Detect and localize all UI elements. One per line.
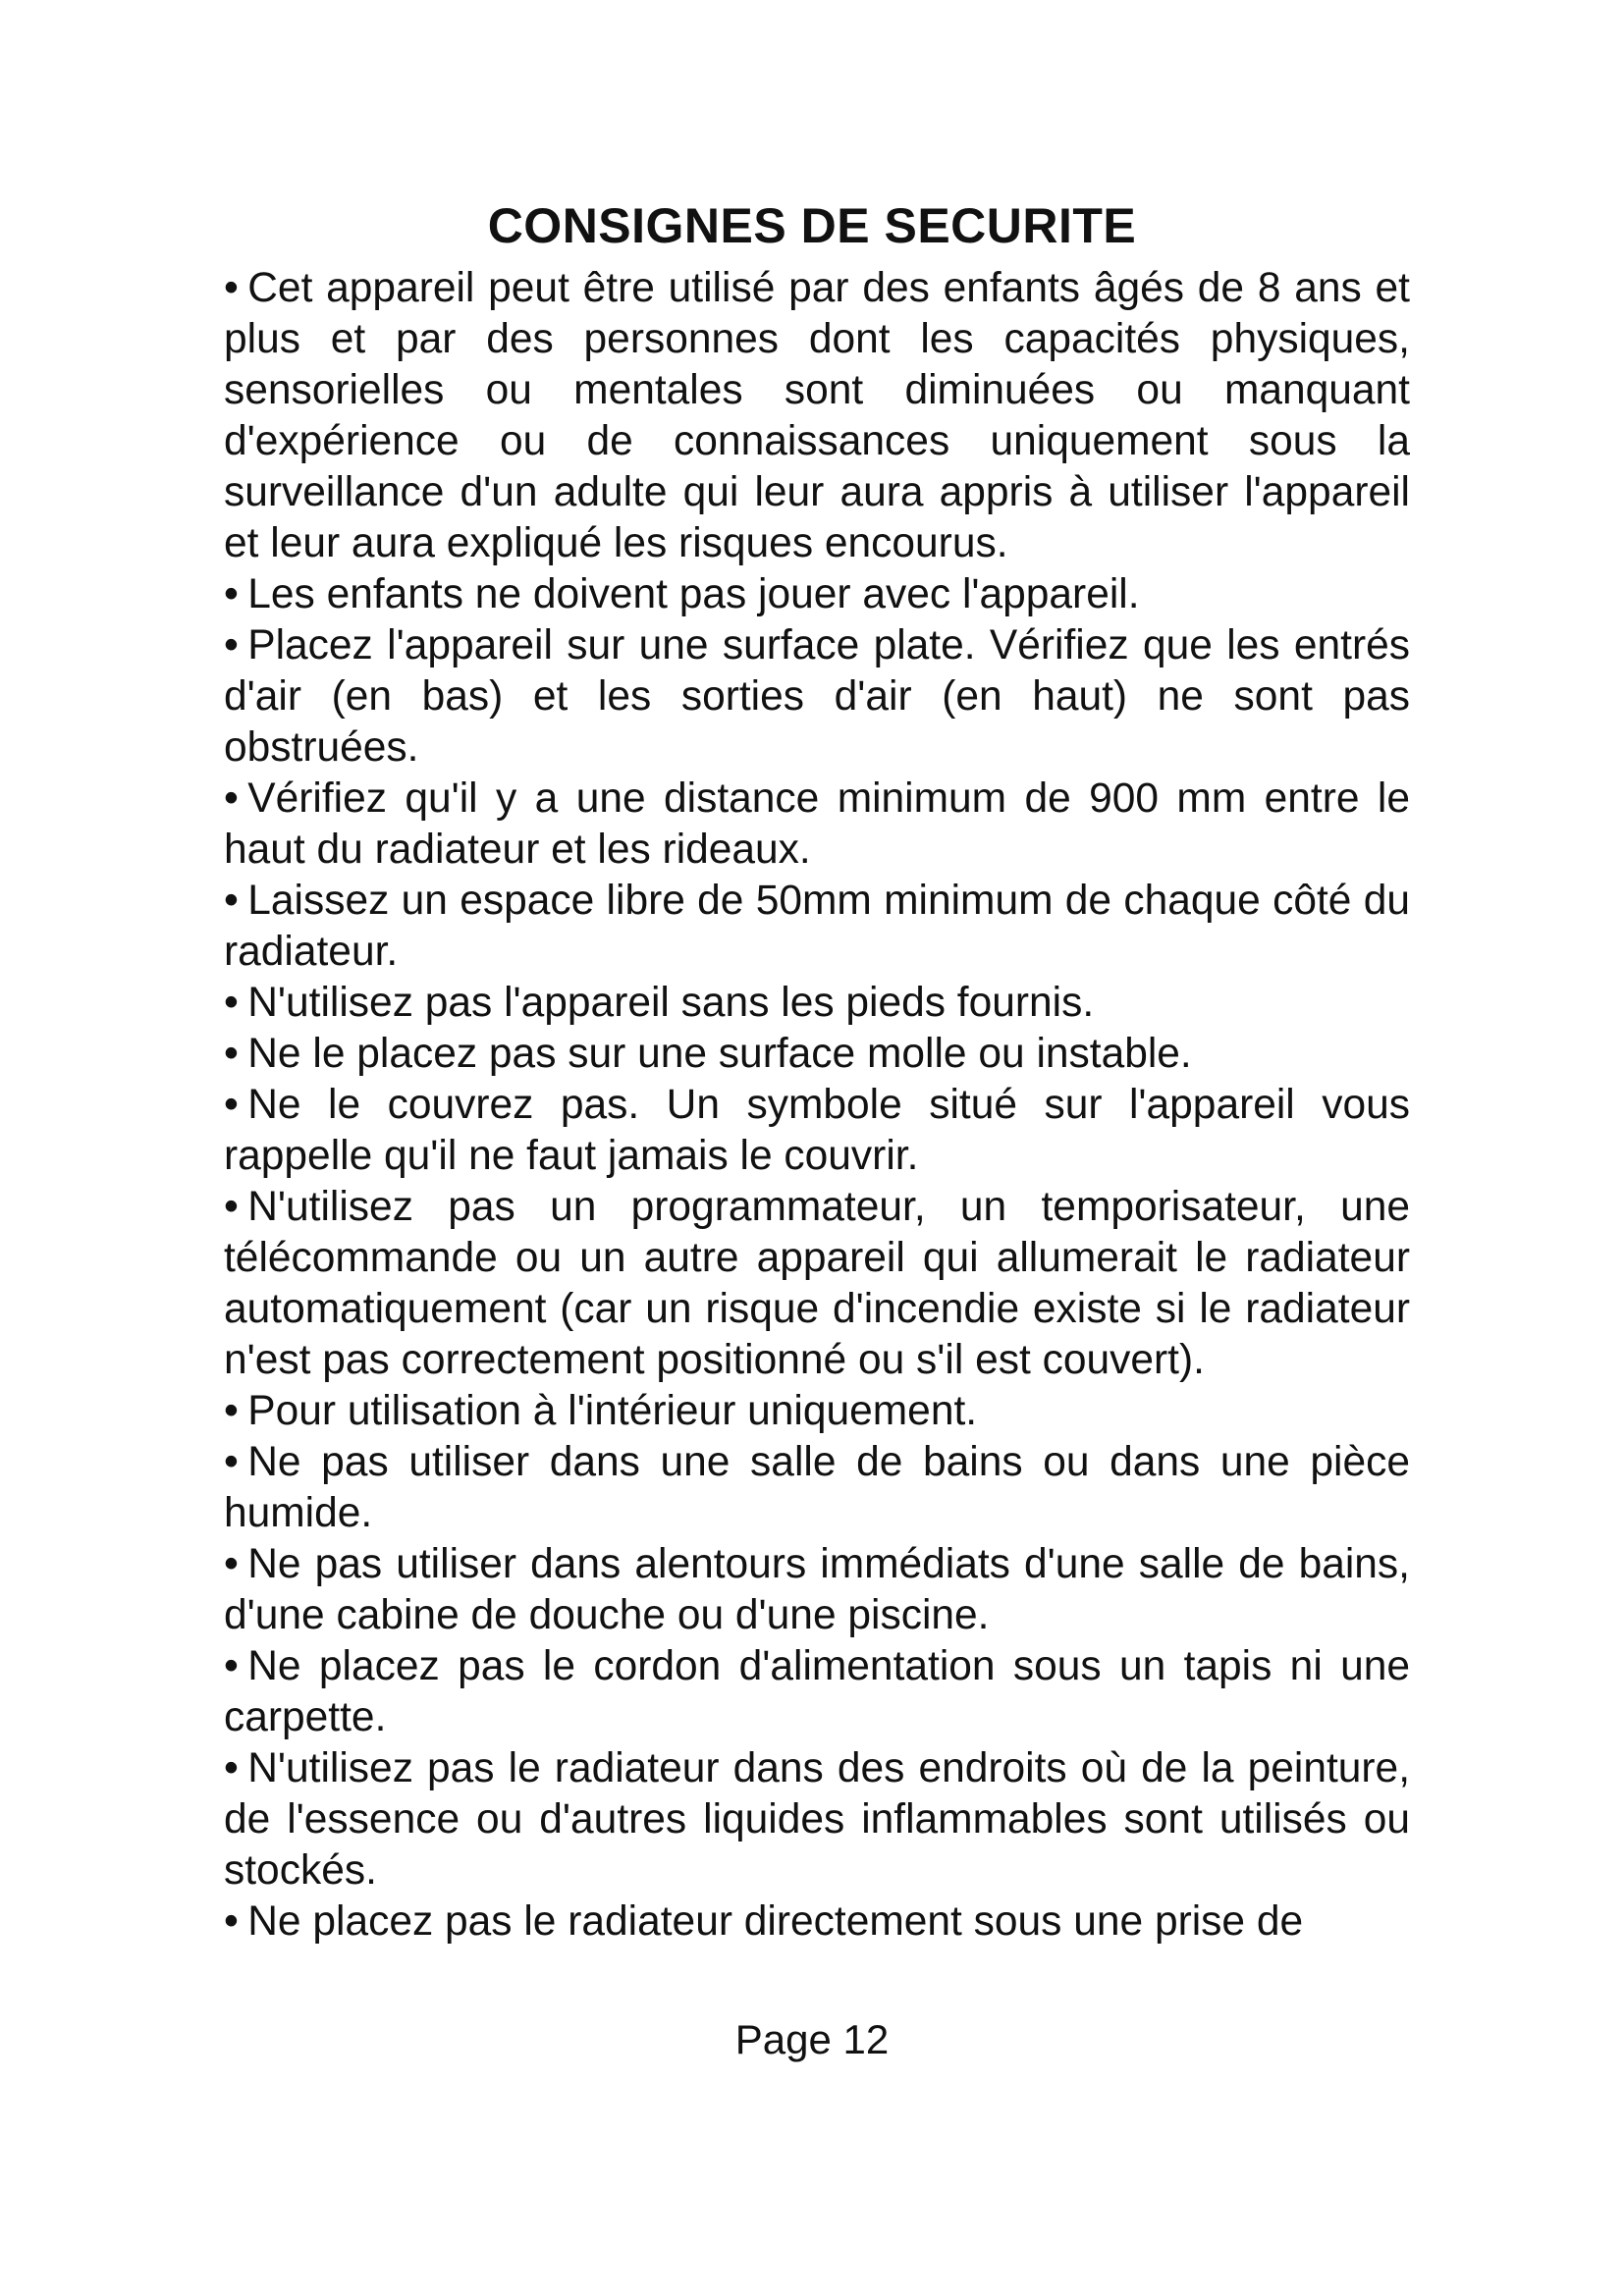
list-item-text: N'utilisez pas le radiateur dans des endroits où de la peinture, de l'essence ou d'autres liquides inflammables sont utilisés ou stockés. [224, 1745, 1410, 1894]
list-item-text: Pour utilisation à l'intérieur uniquement. [247, 1388, 978, 1434]
list-item-text: N'utilisez pas l'appareil sans les pieds fournis. [247, 980, 1095, 1026]
list-item [224, 978, 1410, 1029]
list-item [224, 876, 1410, 978]
bullet-icon: • [224, 1184, 239, 1230]
list-item-text: Ne placez pas le radiateur directement sous une prise de [247, 1898, 1304, 1945]
bullet-icon: • [224, 571, 239, 617]
page-number: Page 12 [734, 2016, 890, 2062]
bullet-icon: • [224, 980, 239, 1026]
list-item [224, 774, 1410, 876]
list-item-text: Placez l'appareil sur une surface plate. Vérifiez que les entrés d'air (en bas) et les sorties d'air (en haut) ne sont pas obstruées. [224, 622, 1410, 771]
bullet-icon: • [224, 1031, 239, 1077]
list-item-text: N'utilisez pas un programmateur, un temporisateur, une télécommande ou un autre appareil qui allumerait le radiateur automatiquement (car un risque d'incendie existe si le radiateur n'est pas correctement positionné ou s'il est couvert). [224, 1184, 1410, 1383]
list-item-text: Les enfants ne doivent pas jouer avec l'appareil. [247, 571, 1140, 617]
list-item [224, 263, 1410, 569]
list-item [224, 1080, 1410, 1182]
list-item-text: Ne pas utiliser dans une salle de bains ou dans une pièce humide. [224, 1439, 1410, 1536]
list-item [224, 1743, 1410, 1896]
list-item-text: Ne pas utiliser dans alentours immédiats d'une salle de bains, d'une cabine de douche ou d'une piscine. [224, 1541, 1410, 1638]
bullet-icon: • [224, 265, 239, 311]
list-item [224, 569, 1410, 620]
bullet-icon: • [224, 622, 239, 668]
list-item [224, 620, 1410, 774]
bullet-icon: • [224, 1388, 239, 1434]
list-item [224, 1641, 1410, 1743]
list-item [224, 1182, 1410, 1386]
bullet-icon: • [224, 1439, 239, 1485]
bullet-icon: • [224, 1898, 239, 1945]
list-item-text: Ne placez pas le cordon d'alimentation sous un tapis ni une carpette. [224, 1643, 1410, 1740]
bullet-icon: • [224, 1643, 239, 1689]
bullet-icon: • [224, 1745, 239, 1791]
list-item-text: Ne le placez pas sur une surface molle ou instable. [247, 1031, 1192, 1077]
list-item-text: Laissez un espace libre de 50mm minimum de chaque côté du radiateur. [224, 878, 1410, 975]
bullet-icon: • [224, 1082, 239, 1128]
list-item [224, 1539, 1410, 1641]
list-item [224, 1896, 1410, 1948]
list-item [224, 1437, 1410, 1539]
list-item-text: Vérifiez qu'il y a une distance minimum de 900 mm entre le haut du radiateur et les rideaux. [224, 775, 1410, 873]
bullet-icon: • [224, 775, 239, 822]
bullet-icon: • [224, 878, 239, 924]
list-item [224, 1029, 1410, 1080]
bullet-icon: • [224, 1541, 239, 1587]
list-item-text: Cet appareil peut être utilisé par des enfants âgés de 8 ans et plus et par des personnes dont les capacités physiques, sensorielles ou mentales sont diminuées ou manquant d'expérience ou de connaissances uniquement sous la surveillance d'un adulte qui leur aura appris à utiliser l'appareil et leur aura expliqué les risques encourus. [224, 265, 1410, 566]
page-title: CONSIGNES DE SECURITE [487, 198, 1137, 253]
list-item [224, 1386, 1410, 1437]
safety-instructions-list [224, 263, 1410, 1948]
list-item-text: Ne le couvrez pas. Un symbole situé sur l'appareil vous rappelle qu'il ne faut jamais le couvrir. [224, 1082, 1410, 1179]
